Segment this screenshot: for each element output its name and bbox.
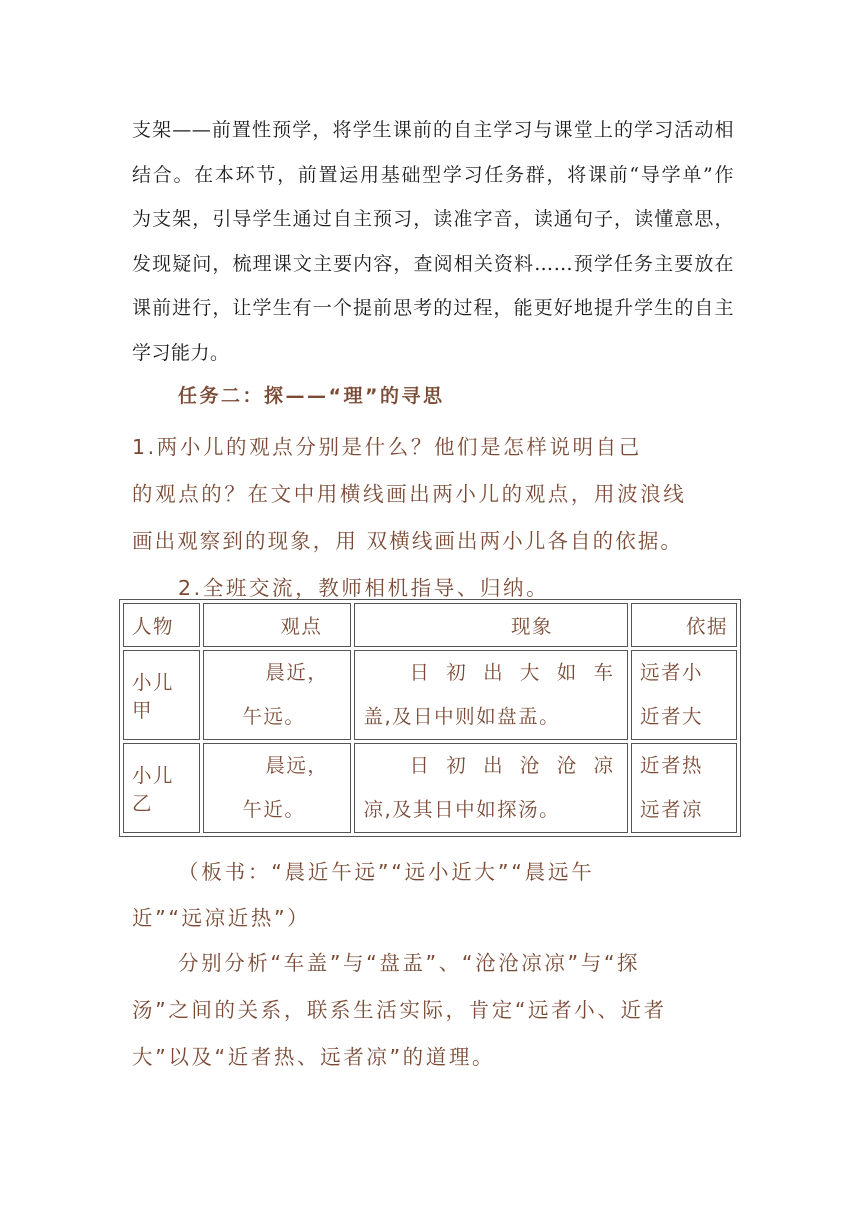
cell-person: 小儿甲 [123, 650, 200, 740]
intro-line: 为支架，引导学生通过自主预习，读准字音，读通句子，读懂意思， [132, 208, 734, 231]
header-view: 观点 [203, 603, 351, 647]
basis-line: 远者小 [640, 661, 704, 684]
cell-person: 小儿乙 [123, 743, 200, 833]
cell-basis [631, 650, 737, 740]
analysis-line: 汤”之间的关系，联系生活实际，肯定“远者小、近者 [132, 998, 667, 1022]
cell-phenomenon [354, 743, 628, 833]
view-line: 晨近， [265, 661, 329, 684]
basis-line: 近者大 [640, 705, 704, 728]
header-phenomenon: 现象 [354, 603, 628, 647]
view-line: 晨远， [265, 754, 329, 777]
table-row [123, 743, 737, 833]
task2-heading: 任务二：探——“理”的寻思 [178, 385, 445, 407]
intro-paragraph [132, 108, 734, 376]
intro-line: 学习能力。 [132, 341, 230, 364]
basis-line: 远者凉 [640, 798, 704, 821]
question-2: 2.全班交流，教师相机指导、归纳。 [178, 576, 550, 600]
question-1-line: 的观点的？在文中用横线画出两小儿的观点，用波浪线 [132, 482, 687, 506]
table-row [123, 650, 737, 740]
analysis-line: 大”以及“近者热、远者凉”的道理。 [132, 1045, 496, 1069]
intro-line: 发现疑问，梳理课文主要内容，查阅相关资料……预学任务主要放在 [132, 252, 734, 275]
analysis-line: 分别分析“车盖”与“盘盂”、“沧沧凉凉”与“探 [178, 951, 641, 975]
intro-line: 课前进行，让学生有一个提前思考的过程，能更好地提升学生的自主 [132, 297, 734, 320]
cell-phenomenon [354, 650, 628, 740]
intro-line: 支架——前置性预学，将学生课前的自主学习与课堂上的学习活动相 [132, 119, 734, 141]
question-1-line: 画出观察到的现象，用 双横线画出两小儿各自的依据。 [132, 529, 684, 553]
phenomenon-line: 日初出沧沧凉 [409, 754, 620, 777]
basis-line: 近者热 [640, 754, 704, 777]
board-note-line: 近”“远凉近热”） [132, 906, 311, 930]
table-header-row [123, 603, 737, 647]
header-person: 人物 [123, 603, 200, 647]
cell-view [203, 650, 351, 740]
phenomenon-line: 凉,及其日中如探汤。 [363, 798, 561, 821]
cell-view [203, 743, 351, 833]
viewpoint-table [119, 599, 741, 837]
header-basis: 依据 [631, 603, 737, 647]
board-note-line: （板书：“晨近午远”“远小近大”“晨远午 [178, 860, 595, 884]
question-1-line: 1.两小儿的观点分别是什么？他们是怎样说明自己 [132, 435, 642, 459]
view-line: 午远。 [242, 705, 306, 728]
cell-basis [631, 743, 737, 833]
view-line: 午近。 [242, 798, 306, 821]
phenomenon-line: 日初出大如车 [409, 661, 620, 684]
intro-line: 结合。在本环节，前置运用基础型学习任务群，将课前“导学单”作 [132, 163, 734, 186]
phenomenon-line: 盖,及日中则如盘盂。 [363, 705, 561, 728]
